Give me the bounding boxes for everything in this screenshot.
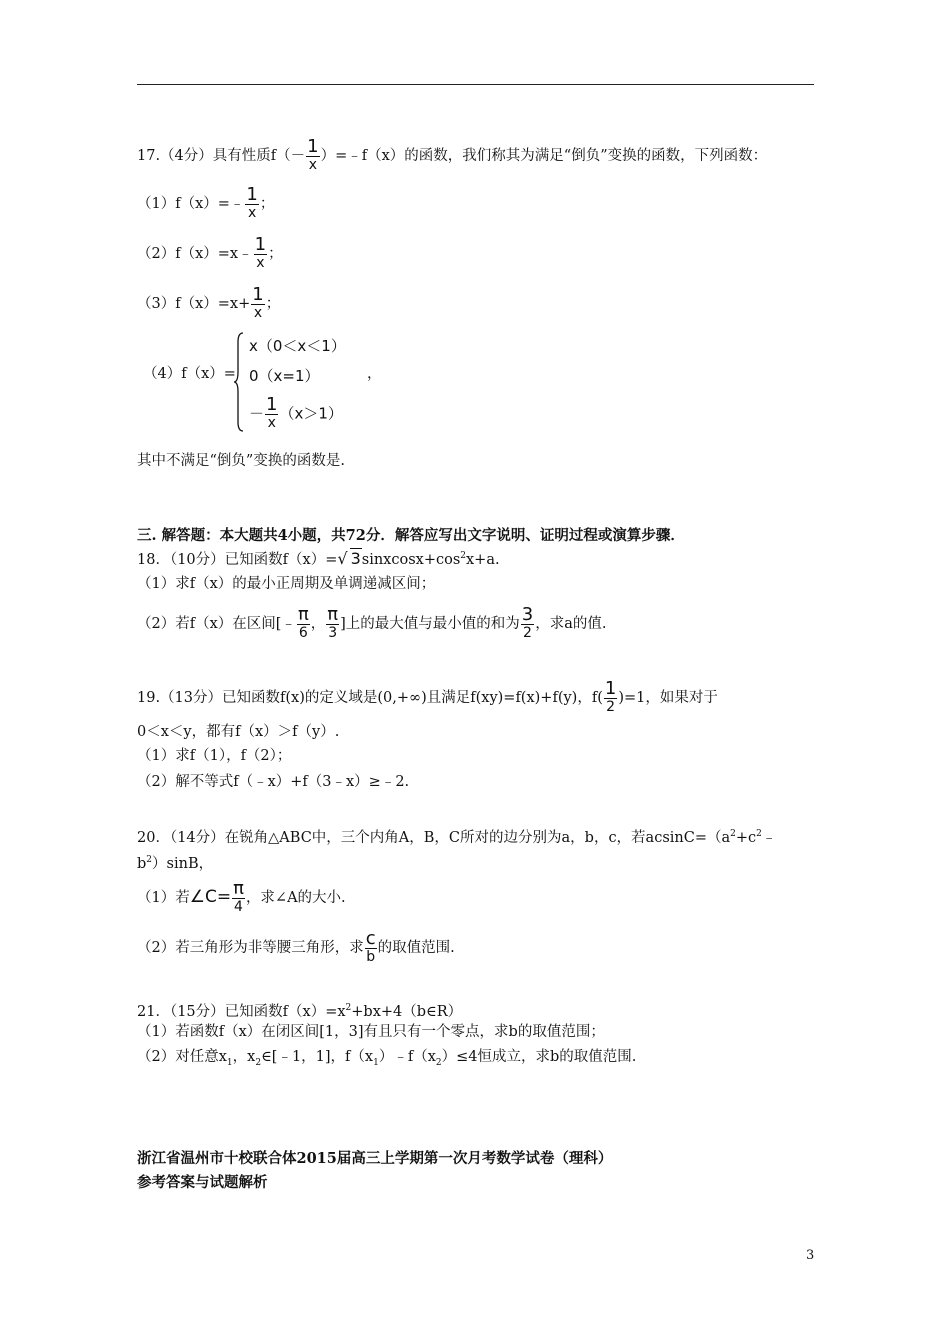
- q17-option-2: （2）f（x）=x﹣ $\frac{1}{x}$ ；: [137, 234, 283, 271]
- q17-tail: 其中不满足“倒负”变换的函数是.: [137, 453, 345, 469]
- q18-part-1: （1）求f（x）的最小正周期及单调递减区间；: [137, 576, 436, 592]
- q19-part-1: （1）求f（1），f（2）；: [137, 748, 292, 764]
- q21-part-2: （2）对任意$x_1$，$x_2\in[﹣1$，1]，$f(x_1)﹣f(x_2)\le 4$恒成立，求b的取值范围.: [137, 1049, 637, 1068]
- q17-option-4-piecewise: [137, 330, 497, 440]
- page-number: 3: [806, 1248, 815, 1263]
- q20-part-1: （1）若∠C= $\frac{\pi}{4}$ ，求∠A的大小.: [137, 878, 346, 915]
- q17-case-3: － $\frac{1}{x}$ （x＞1）: [249, 394, 343, 431]
- q17-option-1-fraction: $\frac{1}{x}$: [246, 184, 258, 221]
- q20-stem-line-2: $b^2)\sin B$，: [137, 855, 214, 872]
- q17-case-2: 0（x=1）: [249, 367, 320, 385]
- section-3-heading: 三. 解答题：本大题共4小题，共72分．解答应写出文字说明、证明过程或演算步骤．: [137, 527, 685, 544]
- q19-stem-line-2: 0＜x＜y，都有f（x）＞f（y）.: [137, 724, 340, 740]
- q17-option-2-fraction: $\frac{1}{x}$: [254, 234, 267, 271]
- header-rule: [137, 84, 814, 85]
- q17-fraction: $\frac{1}{x}$: [307, 136, 319, 173]
- sqrt-icon: √ 3: [337, 548, 361, 568]
- q19-part-2: （2）解不等式f（﹣x）+f（3﹣x）≥﹣2.: [137, 774, 410, 790]
- q18-stem: 18．（10分）已知函数f（x）=√ $3sinxcosx+\cos^2x+a$.: [137, 548, 500, 568]
- q17-option-3: （3）f（x）=x+ $\frac{1}{x}$ ；: [137, 284, 281, 321]
- q20-stem: 20．（14分）在锐角△ABC中，三个内角A，B，C所对的边分别为a，b，c，若$acsinC=(a^2+c^2﹣$: [137, 829, 777, 846]
- left-brace-icon: [233, 332, 245, 432]
- q17-stem: 17.（4分）具有性质f（－ $\frac{1}{x}$ ）=﹣f（x）的函数，我们称其为满足“倒负”变换的函数，下列函数：: [137, 136, 768, 173]
- q17-option-4-label: （4）f（x）=: [143, 366, 236, 382]
- q17-option-4-comma: ，: [367, 366, 382, 382]
- q21-part-1: （1）若函数f（x）在闭区间[1，3]有且只有一个零点，求b的取值范围；: [137, 1024, 605, 1040]
- q17-option-1: （1）f（x）=﹣ $\frac{1}{x}$ ；: [137, 184, 275, 221]
- q21-stem: 21．（15分）已知函数$f(x)=x^2+bx+4(b\in R)$: [137, 1003, 463, 1020]
- q18-part-2: （2）若f（x）在区间[﹣ $\frac{\pi}{6}$ ， $\frac{\pi}{3}$ ]上的最大值与最小值的和为 $\frac{3}{2}$ ，求a的值.: [137, 604, 607, 641]
- q17-option-3-fraction: $\frac{1}{x}$: [252, 284, 264, 321]
- answer-section-subtitle: 参考答案与试题解析: [137, 1174, 268, 1191]
- q20-part-2: （2）若三角形为非等腰三角形，求 $\frac{c}{b}$ 的取值范围.: [137, 928, 455, 965]
- q19-stem: 19.（13分）已知函数f(x)的定义域是(0,+∞)且满足f(xy)=f(x)+f(y)，f( $\frac{1}{2}$ )=1，如果对于: [137, 678, 718, 715]
- q17-case-1: x（0＜x＜1）: [249, 337, 346, 355]
- answer-section-title: 浙江省温州市十校联合体2015届高三上学期第一次月考数学试卷（理科）: [137, 1150, 613, 1167]
